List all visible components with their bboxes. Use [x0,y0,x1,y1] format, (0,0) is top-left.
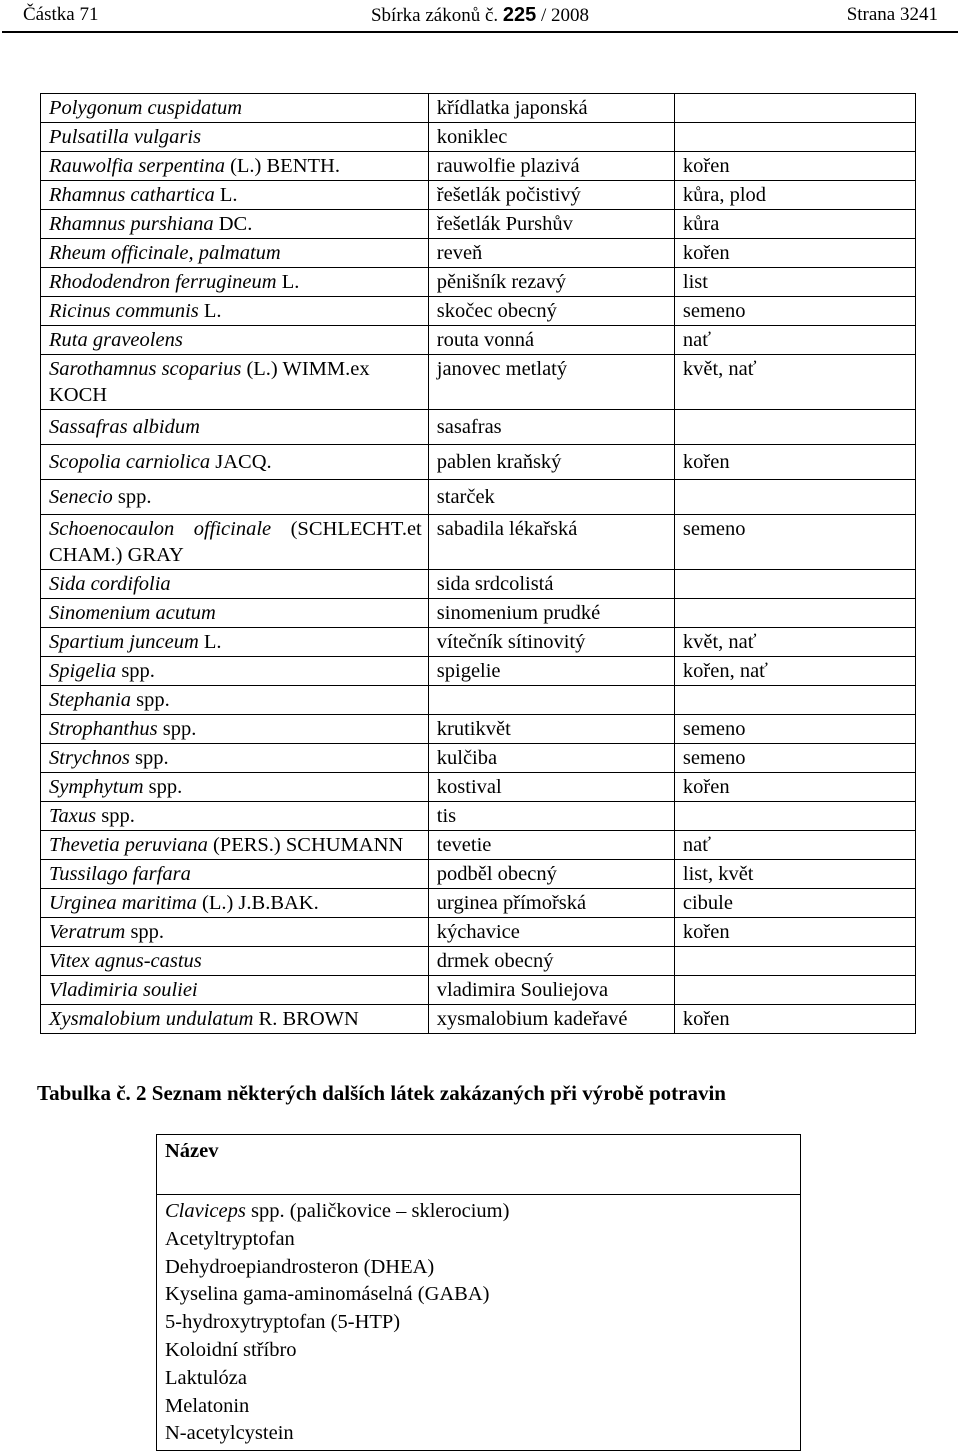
latin-name-cell [41,445,429,480]
czech-name-cell: tevetie [428,831,674,860]
latin-name-italic: Vitex agnus-castus [49,950,202,972]
plant-part-cell: kořen [674,152,915,181]
latin-name-cell [41,515,429,570]
czech-name-cell: urginea přímořská [428,889,674,918]
table-row [41,599,916,628]
latin-name-italic: Sida cordifolia [49,573,171,595]
substance-item: Melatonin [165,1394,250,1417]
latin-name-italic: Spigelia [49,660,117,682]
latin-name-cell [41,715,429,744]
table-row [41,239,916,268]
czech-name-cell: kulčiba [428,744,674,773]
latin-name-authority: L. [214,184,238,206]
latin-name-italic: Sarothamnus scoparius [49,358,242,380]
plant-part-cell [674,570,915,599]
table-row [41,802,916,831]
plant-part-cell: kořen [674,239,915,268]
plant-part-cell [674,410,915,445]
latin-name-authority: L. [276,271,300,293]
latin-name-italic: Scopolia carniolica [49,451,211,473]
latin-name-authority: R. BROWN [253,1008,359,1030]
table-row [41,860,916,889]
latin-name-italic: Sassafras albidum [49,416,200,438]
page-header [0,0,960,30]
substance-header-row [157,1135,801,1195]
plant-part-cell: kořen [674,1005,915,1034]
latin-name-authority: L. [198,631,222,653]
plant-part-cell [674,947,915,976]
table-row [41,515,916,570]
latin-name-cell [41,889,429,918]
czech-name-cell: krutikvět [428,715,674,744]
latin-name-italic: Spartium junceum [49,631,199,653]
czech-name-cell: řešetlák Purshův [428,210,674,239]
table-row [41,268,916,297]
table-row [41,773,916,802]
latin-name-authority: (PERS.) SCHUMANN [207,834,404,856]
table-row [41,686,916,715]
plant-part-cell [674,480,915,515]
table-row [41,657,916,686]
czech-name-cell: reveň [428,239,674,268]
substance-header-cell: Název [157,1135,801,1195]
latin-name-cell [41,918,429,947]
latin-name-authority: DC. [213,213,253,235]
plant-part-cell: kořen [674,918,915,947]
table-row [41,355,916,410]
latin-name-italic: Ruta graveolens [49,329,183,351]
plant-part-cell: kořen [674,773,915,802]
page-number: Strana 3241 [846,4,938,25]
latin-name-authority: (SCHLECHT.et CHAM.) GRAY [49,518,422,566]
czech-name-cell: skočec obecný [428,297,674,326]
table-row [41,297,916,326]
plant-part-cell: květ, nať [674,628,915,657]
czech-name-cell: xysmalobium kadeřavé [428,1005,674,1034]
czech-name-cell: janovec metlatý [428,355,674,410]
czech-name-cell: sasafras [428,410,674,445]
czech-name-cell: vladimira Souliejova [428,976,674,1005]
latin-name-cell [41,410,429,445]
table-row [41,410,916,445]
plant-part-cell: kůra, plod [674,181,915,210]
czech-name-cell: kýchavice [428,918,674,947]
table-row [41,94,916,123]
table-row [41,445,916,480]
czech-name-cell: sida srdcolistá [428,570,674,599]
czech-name-cell: routa vonná [428,326,674,355]
substance-item: Acetyltryptofan [165,1227,295,1250]
table-row [41,480,916,515]
table-row [41,123,916,152]
plant-part-cell: list [674,268,915,297]
latin-name-cell [41,268,429,297]
latin-name-cell [41,831,429,860]
czech-name-cell: podběl obecný [428,860,674,889]
table-row [41,744,916,773]
latin-name-italic: Veratrum [49,921,126,943]
substance-body-row [157,1195,801,1451]
latin-name-authority: spp. [157,718,197,740]
plant-part-cell: kořen [674,445,915,480]
substance-item [165,1198,792,1226]
czech-name-cell: drmek obecný [428,947,674,976]
latin-name-cell [41,744,429,773]
table-row [41,947,916,976]
table2-caption: Tabulka č. 2 Seznam některých dalších látek zakázaných při výrobě potravin [37,1081,726,1105]
latin-name-cell [41,297,429,326]
plant-part-cell [674,123,915,152]
latin-name-cell [41,210,429,239]
latin-name-cell [41,123,429,152]
latin-name-italic: Rhododendron ferrugineum [49,271,277,293]
collection-year: / 2008 [541,5,590,26]
latin-name-cell [41,802,429,831]
latin-name-cell [41,860,429,889]
latin-name-italic: Sinomenium acutum [49,602,216,624]
plant-part-cell [674,976,915,1005]
latin-name-authority: JACQ. [210,451,272,473]
latin-name-cell [41,480,429,515]
latin-name-cell [41,628,429,657]
plant-part-cell: semeno [674,715,915,744]
latin-name-italic: Rheum officinale, palmatum [49,242,281,264]
substance-list [157,1195,801,1451]
plant-part-cell: list, květ [674,860,915,889]
table-row [41,918,916,947]
plant-part-cell: semeno [674,744,915,773]
czech-name-cell: sabadila lékařská [428,515,674,570]
substance-item: N-acetylcystein [165,1422,294,1445]
plant-part-cell [674,94,915,123]
plant-part-cell: kůra [674,210,915,239]
plant-part-cell: květ, nať [674,355,915,410]
latin-name-cell [41,599,429,628]
latin-name-italic: Vladimiria souliei [49,979,198,1001]
part-number: Částka 71 [23,4,99,25]
latin-name-cell [41,976,429,1005]
plant-part-cell: nať [674,831,915,860]
plant-part-cell: semeno [674,297,915,326]
latin-name-cell [41,1005,429,1034]
law-number: 225 [502,4,537,26]
plant-part-cell: kořen, nať [674,657,915,686]
czech-name-cell: tis [428,802,674,831]
latin-name-cell [41,773,429,802]
latin-name-italic: Ricinus communis [49,300,199,322]
latin-name-italic: Tussilago farfara [49,863,191,885]
latin-name-italic: Rhamnus purshiana [49,213,214,235]
latin-name-cell [41,947,429,976]
latin-name-italic: Thevetia peruviana [49,834,208,856]
latin-name-italic: Strychnos [49,747,130,769]
table-row [41,715,916,744]
czech-name-cell: sinomenium prudké [428,599,674,628]
plant-table-body [41,94,916,1034]
collection-title [0,4,960,27]
table-row [41,210,916,239]
table-row [41,326,916,355]
table-row [41,831,916,860]
latin-name-authority: spp. [112,486,152,508]
latin-name-cell [41,94,429,123]
substance-table [156,1134,801,1451]
table-row [41,152,916,181]
latin-name-italic: Symphytum [49,776,144,798]
latin-name-cell [41,355,429,410]
latin-name-cell [41,181,429,210]
latin-name-authority: spp. [131,689,170,711]
plant-part-cell: cibule [674,889,915,918]
czech-name-cell [428,686,674,715]
latin-name-cell [41,239,429,268]
latin-name-cell [41,657,429,686]
latin-name-italic: Rhamnus cathartica [49,184,215,206]
latin-name-italic: Xysmalobium undulatum [49,1008,254,1030]
latin-name-authority: L. [198,300,222,322]
czech-name-cell: spigelie [428,657,674,686]
substance-item: Koloidní stříbro [165,1338,297,1361]
czech-name-cell: vítečník sítinovitý [428,628,674,657]
latin-name-authority: spp. [116,660,155,682]
latin-name-cell [41,152,429,181]
table-row [41,976,916,1005]
table-row [41,889,916,918]
latin-name-authority: spp. [125,921,165,943]
plant-part-cell [674,686,915,715]
latin-name-italic: Urginea maritima [49,892,197,914]
plant-part-cell: semeno [674,515,915,570]
substance-item-rest: spp. (paličkovice – sklerocium) [245,1200,510,1222]
substance-item-genus: Claviceps [165,1200,246,1222]
czech-name-cell: koniklec [428,123,674,152]
latin-name-italic: Senecio [49,486,113,508]
czech-name-cell: řešetlák počistivý [428,181,674,210]
czech-name-cell: rauwolfie plazivá [428,152,674,181]
latin-name-authority: spp. [129,747,169,769]
plant-table [40,93,916,1034]
table-row [41,181,916,210]
latin-name-authority: (L.) BENTH. [224,155,340,177]
latin-name-authority: (L.) J.B.BAK. [196,892,319,914]
table-row [41,570,916,599]
czech-name-cell: pablen kraňský [428,445,674,480]
latin-name-italic: Polygonum cuspidatum [49,97,243,119]
latin-name-italic: Rauwolfia serpentina [49,155,225,177]
czech-name-cell: křídlatka japonská [428,94,674,123]
latin-name-cell [41,326,429,355]
collection-prefix: Sbírka zákonů č. [370,5,499,26]
latin-name-italic: Stephania [49,689,131,711]
latin-name-authority: spp. [96,805,135,827]
latin-name-authority: spp. [143,776,183,798]
latin-name-cell [41,686,429,715]
substance-item: 5-hydroxytryptofan (5-HTP) [165,1311,401,1334]
substance-item: Kyselina gama-aminomáselná (GABA) [165,1283,490,1306]
substance-item: Dehydroepiandrosteron (DHEA) [165,1255,435,1278]
czech-name-cell: pěnišník rezavý [428,268,674,297]
latin-name-italic: Schoenocaulon officinale [49,518,272,540]
table-row [41,1005,916,1034]
latin-name-authority: (L.) WIMM.ex KOCH [49,358,370,406]
plant-part-cell [674,802,915,831]
plant-part-cell [674,599,915,628]
czech-name-cell: kostival [428,773,674,802]
czech-name-cell: starček [428,480,674,515]
header-rule [2,31,958,33]
latin-name-italic: Pulsatilla vulgaris [49,126,202,148]
plant-part-cell: nať [674,326,915,355]
latin-name-cell [41,570,429,599]
latin-name-italic: Taxus [49,805,97,827]
latin-name-italic: Strophanthus [49,718,158,740]
substance-item: Laktulóza [165,1366,247,1389]
table-row [41,628,916,657]
